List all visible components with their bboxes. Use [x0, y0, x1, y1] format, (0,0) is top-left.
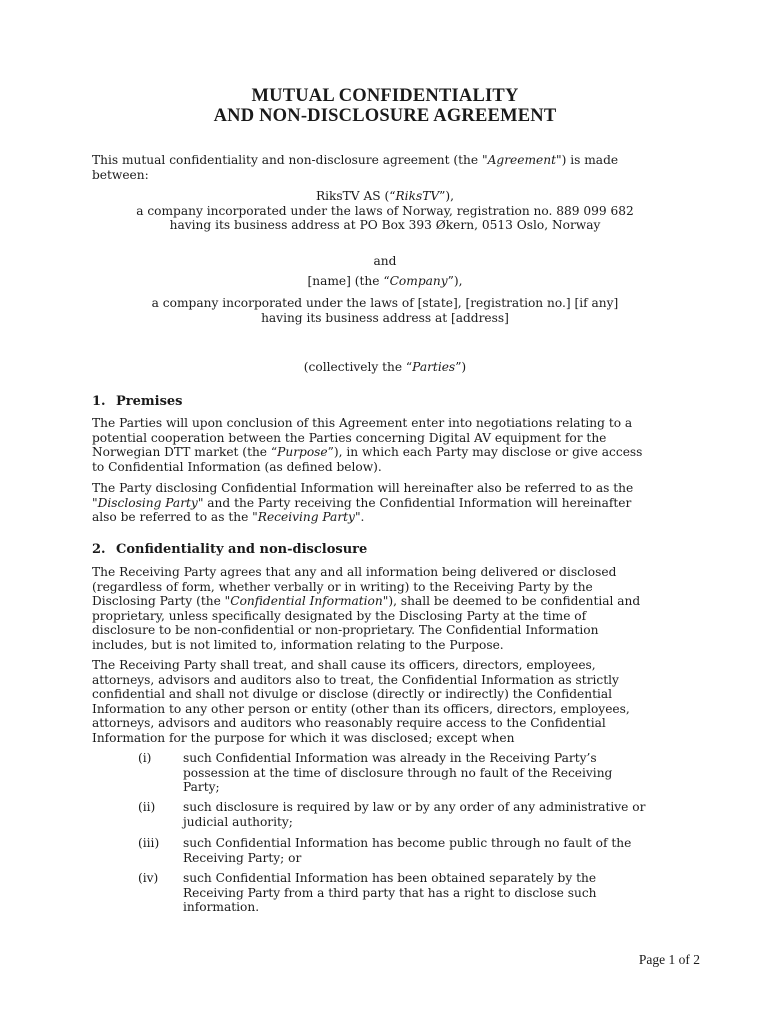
document-title-line-1: MUTUAL CONFIDENTIALITY — [251, 86, 519, 106]
document-title-line-2: AND NON-DISCLOSURE AGREEMENT — [213, 106, 557, 126]
list-item-number: (ii) — [138, 800, 156, 814]
party-2-details: a company incorporated under the laws of [state], [registration no.] [if any] having its business address at [address] — [151, 296, 619, 325]
list-item-number: (iv) — [138, 871, 159, 885]
section-2-paragraph-2: The Receiving Party shall treat, and shall cause its officers, directors, employees, attorneys, advisors and auditors also to treat, the Confidential Information as strictly confidential and shall not divulge or disclose (directly or indirectly) the Confidential Information to any other person or entity (other than its officers, directors, employees, attorneys, advisors and auditors who reasonably require access to the Confidential Information for the purpose for which it was disclosed; except when — [92, 658, 630, 745]
section-1-paragraph-2: The Party disclosing Confidential Information will hereinafter also be referred to as the "Disclosing Party" and the Party receiving the Confidential Information will hereinafter also be referred to as the "Receiving Party". — [92, 481, 634, 525]
list-item-text: such Confidential Information has become public through no fault of the Receiving Party; or — [183, 836, 632, 865]
section-1-heading: 1. Premises — [92, 394, 183, 409]
party-1-block: RiksTV AS (“RiksTV”), a company incorporated under the laws of Norway, registration no. 889 099 682 having its business address at PO Box 393 Økern, 0513 Oslo, Norway — [136, 189, 634, 233]
defined-term-confidential-information: Confidential Information — [230, 594, 383, 609]
and-separator: and — [373, 254, 397, 268]
intro-paragraph: This mutual confidentiality and non-disclosure agreement (the "Agreement") is made between: — [92, 153, 619, 182]
list-item-text: such Confidential Information has been obtained separately by the Receiving Party from a third party that has a right to disclose such information. — [183, 871, 597, 915]
defined-term-purpose: Purpose — [277, 445, 328, 460]
defined-term-parties: Parties — [412, 360, 456, 374]
page-number: Page 1 of 2 — [638, 952, 700, 967]
defined-term-receiving-party: Receiving Party — [257, 510, 355, 525]
list-item-text: such disclosure is required by law or by any order of any administrative or judicial authority; — [183, 800, 646, 829]
defined-term-disclosing-party: Disclosing Party — [97, 495, 198, 510]
list-item-number: (i) — [138, 751, 152, 765]
defined-term-agreement: Agreement — [487, 153, 556, 167]
section-2-paragraph-1: The Receiving Party agrees that any and all information being delivered or disclosed (regardless of form, whether verbally or in writing) to the Receiving Party by the Disclosing Party (the "Confidential Information"), shall be deemed to be confidential and proprietary, unless specifically designated by the Disclosing Party at the time of disclosure to be non-confidential or non-proprietary. The Confidential Information includes, but is not limited to, information relating to the Purpose. — [92, 565, 641, 652]
section-1-paragraph-1: The Parties will upon conclusion of this Agreement enter into negotiations relating to a potential cooperation between the Parties concerning Digital AV equipment for the Norwegian DTT market (the “Purpose”), in which each Party may disclose or give access to Confidential Information (as defined below). — [92, 416, 643, 474]
defined-term-company: Company — [389, 274, 448, 288]
section-2-heading: 2. Confidentiality and non-disclosure — [92, 542, 368, 557]
list-item-number: (iii) — [138, 836, 160, 850]
list-item-text: such Confidential Information was already in the Receiving Party’s possession at the time of disclosure through no fault of the Receiving Party; — [183, 751, 613, 795]
party-2-name: [name] (the “Company”), — [307, 274, 463, 288]
collective-definition: (collectively the “Parties”) — [303, 360, 467, 374]
defined-term-rikstv: RiksTV — [395, 189, 440, 203]
